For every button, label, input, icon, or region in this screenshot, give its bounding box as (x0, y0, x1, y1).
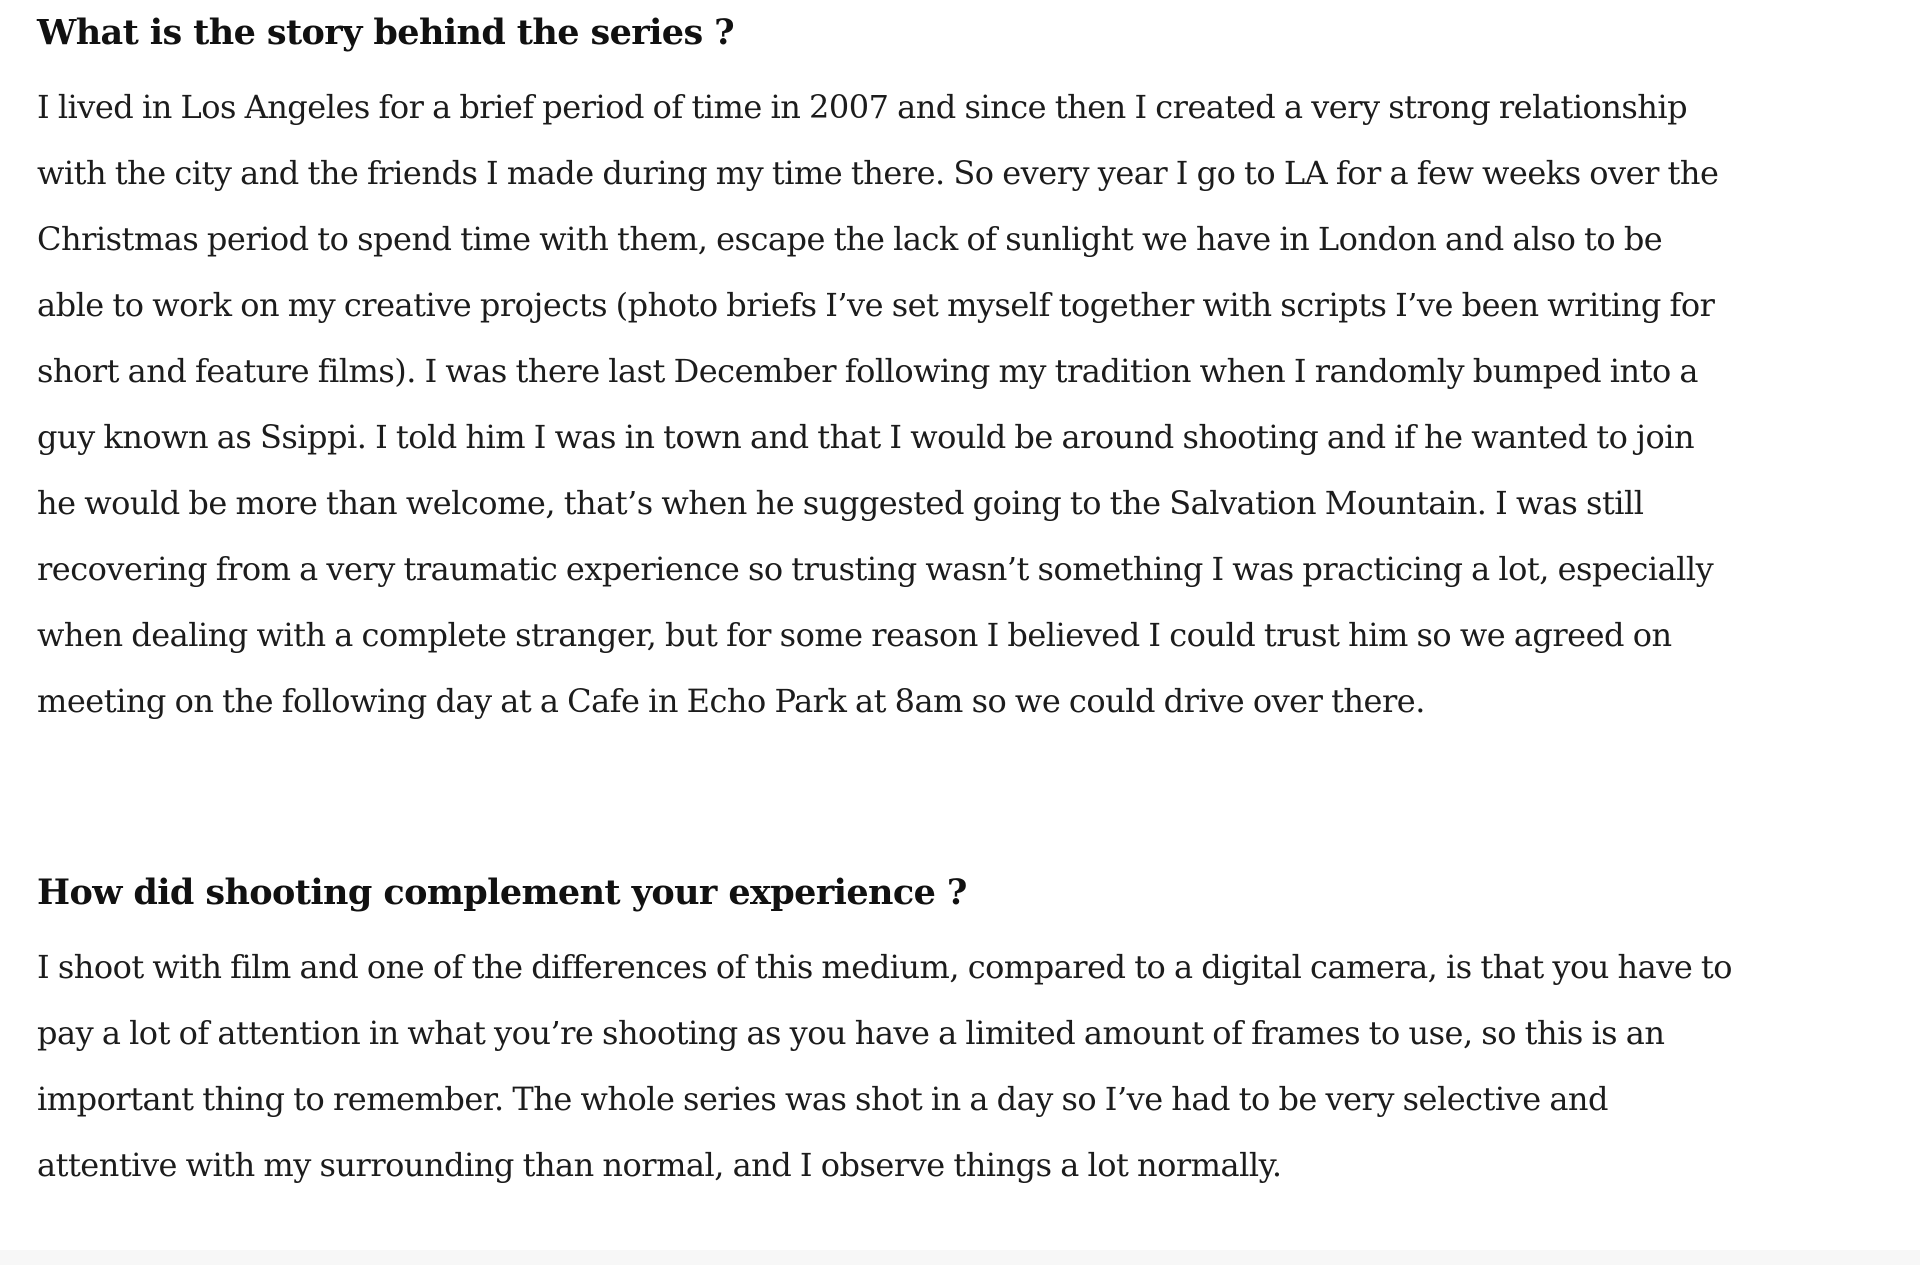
answer-paragraph: I shoot with film and one of the differences of this medium, compared to a digital camera, is that you have to pay a lot of attention in what you’re shooting as you have a limited amount of frames to use, so this is an important thing to remember. The whole series was shot in a day so I’ve had to be very selective and attentive with my surrounding than normal, and I observe things a lot normally. (37, 948, 1733, 1184)
qa-section-shooting (37, 872, 1737, 1198)
question-heading: How did shooting complement your experience ? (37, 872, 967, 913)
qa-section-story (37, 12, 1737, 734)
page-bottom-divider (0, 1250, 1920, 1265)
article-body (37, 0, 1737, 1184)
question-heading: What is the story behind the series ? (37, 12, 735, 53)
answer-paragraph: I lived in Los Angeles for a brief period of time in 2007 and since then I created a very strong relationship with the city and the friends I made during my time there. So every year I go to LA for a few weeks over the Christmas period to spend time with them, escape the lack of sunlight we have in London and also to be able to work on my creative projects (photo briefs I’ve set myself together with scripts I’ve been writing for short and feature films). I was there last December following my tradition when I randomly bumped into a guy known as Ssippi. I told him I was in town and that I would be around shooting and if he wanted to join he would be more than welcome, that’s when he suggested going to the Salvation Mountain. I was still recovering from a very traumatic experience so trusting wasn’t something I was practicing a lot, especially when dealing with a complete stranger, but for some reason I believed I could trust him so we agreed on meeting on the following day at a Cafe in Echo Park at 8am so we could drive over there. (37, 88, 1719, 720)
